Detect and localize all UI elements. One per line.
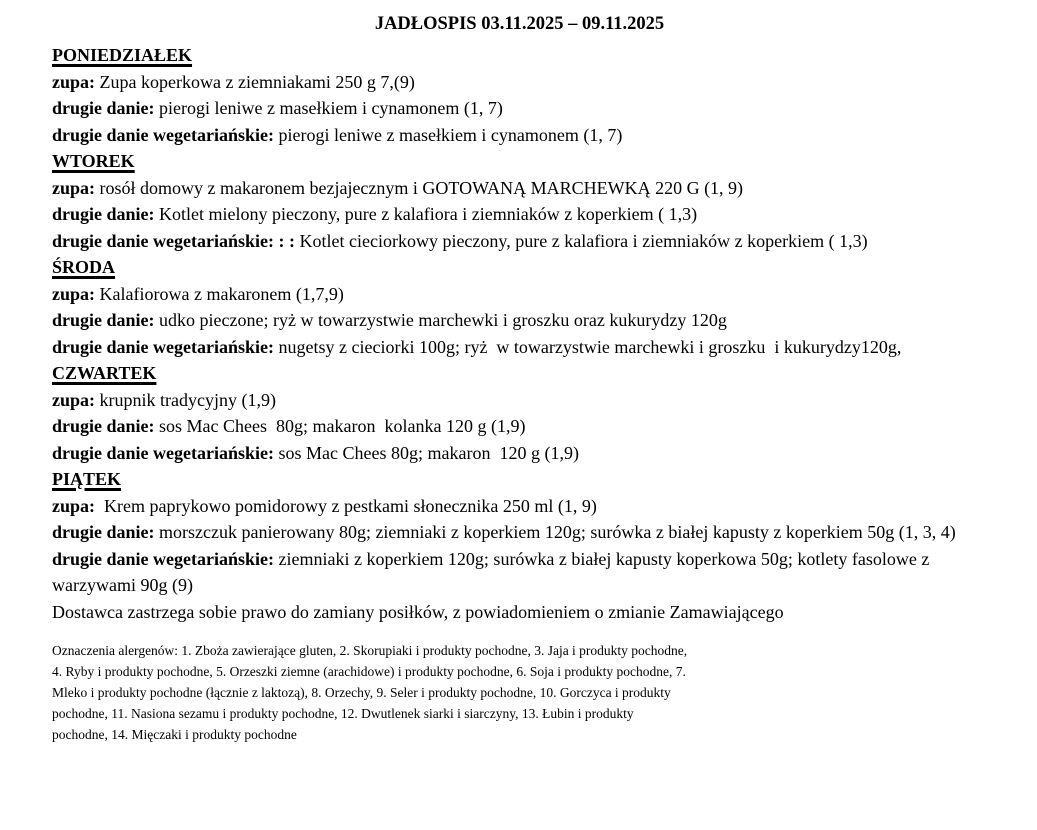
allergen-legend-line: 4. Ryby i produkty pochodne, 5. Orzeszki ziemne (arachidowe) i produkty pochodne, 6. Soja i produkty pochodne, 7.	[52, 664, 686, 679]
menu-item-line	[52, 440, 987, 467]
day-name: CZWARTEK	[52, 363, 157, 383]
menu-item-label: drugie danie wegetariańskie:	[52, 442, 274, 463]
menu-item-label: zupa:	[52, 283, 96, 304]
menu-item-text: sos Mac Chees 80g; makaron kolanka 120 g (1,9)	[154, 416, 526, 436]
allergen-legend-line: Oznaczenia alergenów: 1. Zboża zawierające gluten, 2. Skorupiaki i produkty pochodne, 3. Jaja i produkty pochodne,	[52, 643, 688, 658]
allergen-legend-line: pochodne, 14. Mięczaki i produkty pochodne	[52, 727, 297, 742]
menu-item-label: drugie danie wegetariańskie:	[52, 336, 274, 357]
menu-item-text: morszczuk panierowany 80g; ziemniaki z koperkiem 120g; surówka z białej kapusty z koperkiem 50g (1, 3, 4)	[154, 522, 956, 542]
menu-item-line	[52, 493, 987, 520]
menu-item-line	[52, 122, 987, 149]
menu-item-line	[52, 228, 987, 255]
day-heading-czwartek	[52, 360, 987, 387]
allergen-legend-line: pochodne, 11. Nasiona sezamu i produkty pochodne, 12. Dwutlenek siarki i siarczyny, 13. Łubin i produkty	[52, 706, 634, 721]
menu-item-text: Kotlet cieciorkowy pieczony, pure z kalafiora i ziemniaków z koperkiem ( 1,3)	[294, 230, 868, 251]
day-heading-sroda	[52, 254, 987, 281]
allergen-legend	[52, 640, 987, 745]
day-name: PONIEDZIAŁEK	[52, 45, 193, 65]
page-title: JADŁOSPIS 03.11.2025 – 09.11.2025	[374, 14, 665, 34]
menu-item-line	[52, 281, 987, 308]
disclaimer-text: Dostawca zastrzega sobie prawo do zamiany posiłków, z powiadomieniem o zmianie Zamawiającego	[52, 601, 784, 622]
day-name: PIĄTEK	[52, 469, 122, 489]
menu-item-label: zupa:	[52, 389, 96, 410]
menu-item-text: rosół domowy z makaronem bezjajecznym i GOTOWANĄ MARCHEWKĄ 220 G (1, 9)	[95, 177, 744, 198]
menu-item-text: Zupa koperkowa z ziemniakami 250 g 7,(9)	[95, 71, 415, 92]
menu-item-label: drugie danie:	[52, 98, 155, 118]
day-name: WTOREK	[52, 151, 135, 171]
day-heading-poniedzialek	[52, 42, 987, 69]
menu-item-text: pierogi leniwe z masełkiem i cynamonem (1, 7)	[154, 98, 503, 118]
menu-item-line	[52, 413, 987, 440]
menu-item-text: Krem paprykowo pomidorowy z pestkami słonecznika 250 ml (1, 9)	[95, 495, 597, 516]
day-heading-wtorek	[52, 148, 987, 175]
day-heading-piatek	[52, 466, 987, 493]
menu-item-label: drugie danie:	[52, 416, 155, 436]
menu-item-label: drugie danie wegetariańskie: : :	[52, 230, 295, 251]
menu-item-text: ziemniaki z koperkiem 120g; surówka z białej kapusty koperkowa 50g; kotlety fasolowe z warzywami 90g (9)	[52, 548, 934, 595]
menu-item-label: drugie danie wegetariańskie:	[52, 124, 274, 145]
menu-item-line	[52, 175, 987, 202]
menu-item-line	[52, 307, 987, 334]
menu-item-text: sos Mac Chees 80g; makaron 120 g (1,9)	[274, 442, 579, 463]
menu-item-line	[52, 387, 987, 414]
menu-item-text: nugetsy z cieciorki 100g; ryż w towarzystwie marchewki i groszku i kukurydzy120g,	[274, 336, 902, 357]
menu-item-text: Kalafiorowa z makaronem (1,7,9)	[95, 283, 344, 304]
menu-item-line	[52, 546, 987, 599]
menu-item-label: drugie danie:	[52, 204, 155, 224]
menu-item-line	[52, 334, 987, 361]
menu-item-label: drugie danie:	[52, 522, 155, 542]
menu-item-label: drugie danie wegetariańskie:	[52, 548, 274, 569]
menu-item-line	[52, 95, 987, 122]
menu-item-label: zupa:	[52, 71, 96, 92]
menu-item-label: drugie danie:	[52, 310, 155, 330]
menu-item-label: zupa:	[52, 177, 96, 198]
menu-item-line	[52, 201, 987, 228]
menu-item-text: krupnik tradycyjny (1,9)	[95, 389, 276, 410]
menu-item-text: udko pieczone; ryż w towarzystwie marchewki i groszku oraz kukurydzy 120g	[154, 310, 727, 330]
menu-item-line	[52, 519, 987, 546]
menu-item-line	[52, 69, 987, 96]
day-name: ŚRODA	[52, 257, 116, 277]
menu-item-text: Kotlet mielony pieczony, pure z kalafiora i ziemniaków z koperkiem ( 1,3)	[154, 204, 698, 224]
menu-item-label: zupa:	[52, 495, 96, 516]
menu-item-text: pierogi leniwe z masełkiem i cynamonem (1, 7)	[274, 124, 623, 145]
allergen-legend-line: Mleko i produkty pochodne (łącznie z laktozą), 8. Orzechy, 9. Seler i produkty pochodne, 10. Gorczyca i produkty	[52, 685, 671, 700]
